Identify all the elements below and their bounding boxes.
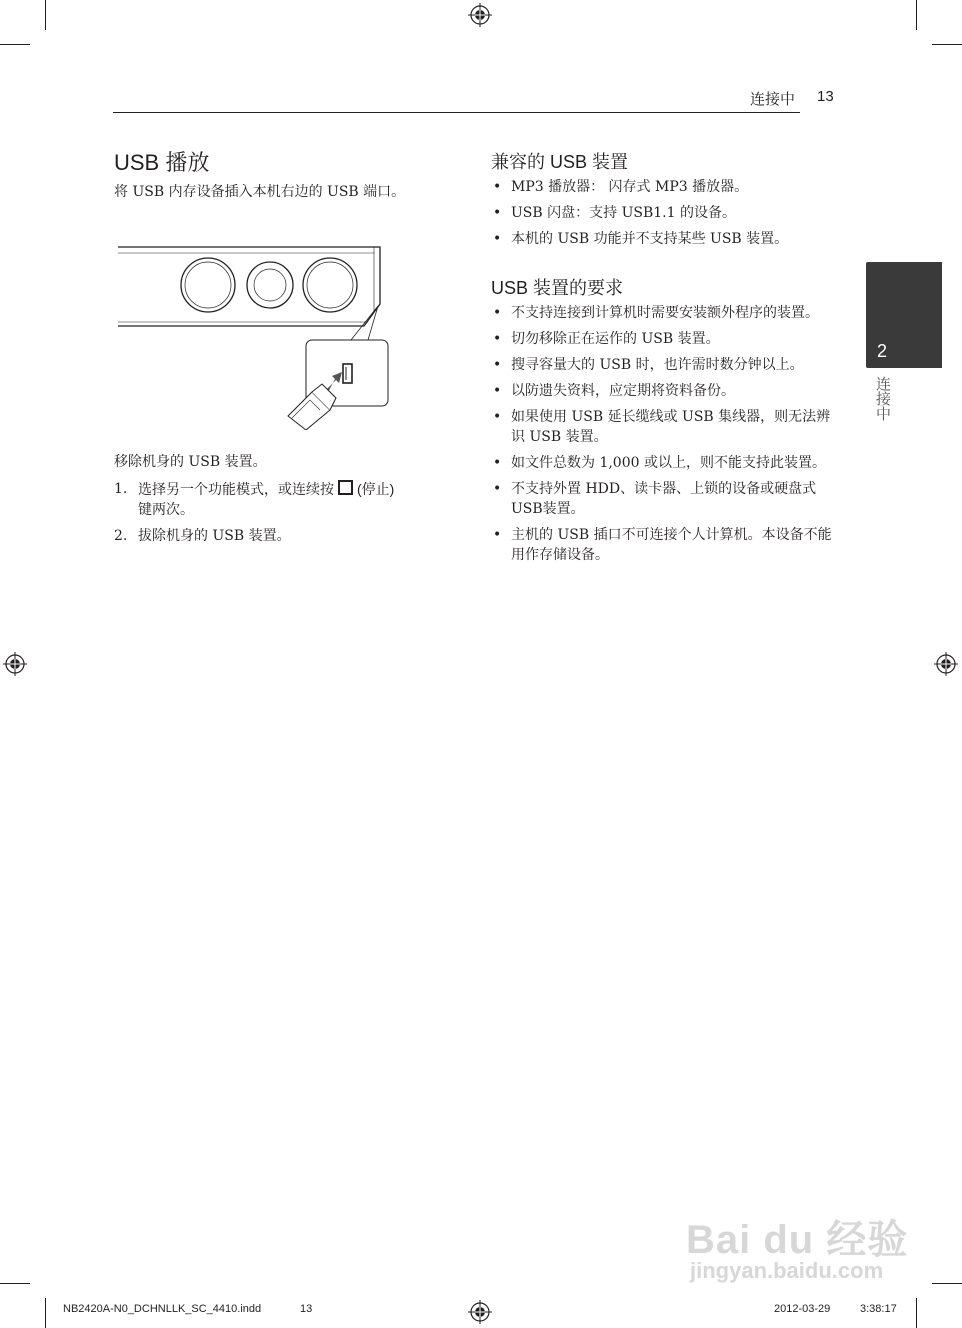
list-item: • 搜寻容量大的 USB 时，也许需时数分钟以上。 bbox=[491, 355, 841, 375]
step-number: 1. bbox=[114, 481, 128, 497]
step-text: 拔除机身的 USB 装置。 bbox=[138, 528, 291, 544]
list-item: • 如文件总数为 1,000 或以上，则不能支持此装置。 bbox=[491, 453, 841, 473]
footer-page: 13 bbox=[300, 1303, 313, 1315]
crop-mark bbox=[916, 1298, 917, 1328]
crop-mark bbox=[916, 0, 917, 30]
list-item bbox=[114, 526, 464, 546]
requirements-heading: USB 装置的要求 bbox=[491, 278, 624, 298]
crop-mark bbox=[932, 1283, 962, 1284]
list-item bbox=[114, 479, 464, 520]
registration-mark-icon bbox=[3, 652, 27, 676]
list-item: • 本机的 USB 功能并不支持某些 USB 装置。 bbox=[491, 229, 841, 249]
crop-mark bbox=[932, 44, 962, 45]
registration-mark-icon bbox=[934, 652, 958, 676]
compatible-list bbox=[491, 177, 841, 255]
step-text: 选择另一个功能模式，或连续按 bbox=[138, 482, 334, 498]
running-header-section: 连接中 bbox=[750, 91, 796, 108]
stop-icon bbox=[338, 480, 353, 495]
chapter-number: 2 bbox=[877, 341, 888, 361]
crop-mark bbox=[0, 44, 30, 45]
footer-date: 2012-03-29 bbox=[774, 1303, 831, 1315]
list-item: • 不支持连接到计算机时需要安装额外程序的装置。 bbox=[491, 303, 841, 323]
remove-steps bbox=[114, 479, 464, 552]
list-item: • 主机的 USB 插口不可连接个人计算机。本设备不能用作存储设备。 bbox=[491, 525, 841, 565]
registration-mark-icon bbox=[468, 1300, 492, 1324]
footer-time: 3:38:17 bbox=[860, 1303, 897, 1315]
list-item: • USB 闪盘：支持 USB1.1 的设备。 bbox=[491, 203, 841, 223]
usb-insertion-illustration bbox=[116, 244, 392, 430]
list-item: • 以防遗失资料，应定期将资料备份。 bbox=[491, 381, 841, 401]
crop-mark bbox=[45, 0, 46, 30]
remove-heading: 移除机身的 USB 装置。 bbox=[114, 454, 267, 470]
crop-mark bbox=[0, 1283, 30, 1284]
registration-mark-icon bbox=[468, 3, 492, 27]
chapter-label: 连接中 bbox=[874, 376, 891, 421]
step-number: 2. bbox=[114, 528, 128, 544]
requirements-list bbox=[491, 303, 841, 571]
header-rule bbox=[113, 112, 800, 113]
baidu-watermark-logo: Bai du 经验 bbox=[686, 1218, 909, 1262]
page-title: USB 播放 bbox=[114, 150, 210, 175]
list-item: • 不支持外置 HDD、读卡器、上锁的设备或硬盘式USB装置。 bbox=[491, 479, 841, 519]
page-number: 13 bbox=[817, 88, 834, 105]
crop-mark bbox=[45, 1298, 46, 1328]
compatible-heading: 兼容的 USB 装置 bbox=[491, 152, 629, 172]
list-item: • MP3 播放器： 闪存式 MP3 播放器。 bbox=[491, 177, 841, 197]
list-item: • 切勿移除正在运作的 USB 装置。 bbox=[491, 329, 841, 349]
stop-key-label: (停止) bbox=[357, 481, 395, 497]
baidu-watermark-url: jingyan.baidu.com bbox=[690, 1258, 884, 1283]
list-item: • 如果使用 USB 延长缆线或 USB 集线器，则无法辨识 USB 装置。 bbox=[491, 407, 841, 447]
step-text-cont: 键两次。 bbox=[138, 502, 194, 518]
intro-text: 将 USB 内存设备插入本机右边的 USB 端口。 bbox=[114, 184, 406, 200]
footer-filename: NB2420A-N0_DCHNLLK_SC_4410.indd bbox=[63, 1303, 262, 1315]
